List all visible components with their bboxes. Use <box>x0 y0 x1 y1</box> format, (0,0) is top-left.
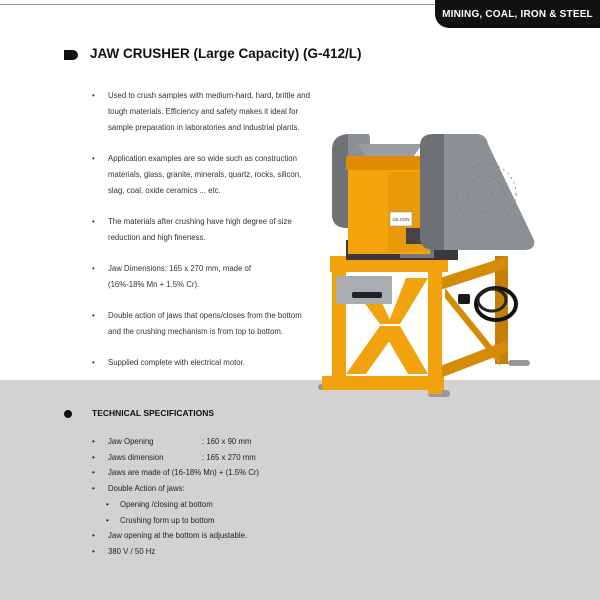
feature-list <box>92 88 332 371</box>
spec-item <box>92 434 259 450</box>
feed-hopper <box>358 144 422 156</box>
feature-item <box>92 88 332 136</box>
top-rule <box>0 4 440 5</box>
feature-line: sample preparation in laboratories and industrial plants. <box>108 123 300 132</box>
feature-item <box>92 151 332 199</box>
specs-background <box>0 380 600 600</box>
feature-line: materials, glass, granite, minerals, quartz, rocks, silicon, <box>108 170 302 179</box>
frame-bottom-beam <box>322 376 444 390</box>
feature-line: • Double action of jaws that opens/closes from the bottom <box>108 311 302 320</box>
feature-line: • Jaw Dimensions: 165 x 270 mm, made of <box>108 264 252 273</box>
crusher-top <box>346 156 430 170</box>
page-title: JAW CRUSHER (Large Capacity) (G-412/L) <box>90 46 362 61</box>
brand-badge-text: GILSON <box>392 217 410 222</box>
jaw-crusher-illustration <box>310 128 542 410</box>
spec-item: • Double Action of jaws: <box>92 481 259 497</box>
spec-item <box>92 450 259 466</box>
feature-line: tough materials. Efficiency and safety makes it ideal for <box>108 107 299 116</box>
technical-specs-heading: TECHNICAL SPECIFICATIONS <box>92 408 214 418</box>
feature-line: slag, coal, oxide ceramics ... etc. <box>108 186 221 195</box>
collection-drawer <box>336 276 392 304</box>
feature-line: (16%-18% Mn + 1.5% Cr). <box>108 280 200 289</box>
feature-line: • The materials after crushing have high degree of size <box>108 217 292 226</box>
feature-item <box>92 355 332 371</box>
spec-label: Jaws dimension <box>108 452 164 462</box>
drawer-handle-icon <box>352 292 382 298</box>
spec-label: Jaw Opening <box>108 437 154 446</box>
feature-line: reduction and high fineness. <box>108 233 206 242</box>
frame-foot <box>508 360 530 366</box>
spec-value: : 165 x 270 mm <box>202 452 256 462</box>
frame-brace <box>346 326 400 374</box>
feature-item <box>92 214 332 246</box>
feature-item <box>92 308 332 340</box>
frame-brace <box>388 278 428 324</box>
feature-line: • Used to crush samples with medium-hard, hard, brittle and <box>108 91 310 100</box>
frame-leg <box>428 268 442 394</box>
spec-subitem: • Crushing form up to bottom <box>92 513 259 529</box>
spec-item: • Jaws are made of (16-18% Mn) + (1.5% Cr) <box>92 465 259 481</box>
technical-specs-list <box>92 434 259 560</box>
spec-value: : 160 x 90 mm <box>202 437 252 446</box>
feature-line: • Supplied complete with electrical motor. <box>108 358 245 367</box>
guard-shadow <box>420 134 444 250</box>
category-tab: MINING, COAL, IRON & STEEL <box>435 0 600 28</box>
spec-item: • Jaw opening at the bottom is adjustable. <box>92 528 259 544</box>
guard-shadow <box>332 134 348 228</box>
spec-item: • 380 V / 50 Hz <box>92 544 259 560</box>
power-plug-icon <box>458 294 470 304</box>
feature-line: • Application examples are so wide such as construction <box>108 154 297 163</box>
spec-bullet-icon <box>64 410 72 418</box>
feature-line: and the crushing mechanism is from top to bottom. <box>108 327 284 336</box>
spec-subitem: • Opening /closing at bottom <box>92 497 259 513</box>
feature-item <box>92 261 332 293</box>
title-marker-icon <box>64 50 78 60</box>
